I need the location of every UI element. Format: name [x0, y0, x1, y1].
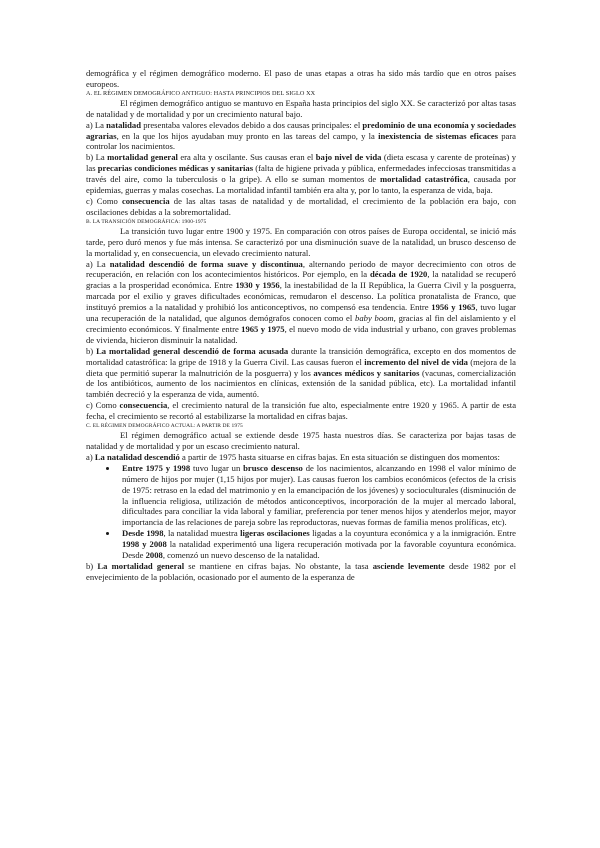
section-a-point-a: a) La natalidad presentaba valores elevados debido a dos causas principales: el predominio de una economía y sociedades agrarias, en la que los hijos ayudaban muy pronto en las tareas del campo, y la inexistencia de sistemas eficaces para controlar los nacimientos. [86, 119, 516, 152]
section-a-point-c: c) Como consecuencia de las altas tasas de natalidad y de mortalidad, el crecimiento de la población era bajo, con oscilaciones debidas a la sobremortalidad. [86, 195, 517, 217]
document-page [86, 68, 516, 583]
section-b-point-b: b) La mortalidad general descendió de forma acusada durante la transición demográfica, excepto en dos momentos de mortalidad catastrófica: la gripe de 1918 y la Guerra Civil. Las causas fueron el incremento del nivel de vida (mejora de la dieta que permitió superar la malnutrición de la posguerra) y los avances médicos y sanitarios (vacunas, comercialización de los antibióticos, aumento de los nacimientos en clínicas, extensión de la sanidad pública, etc). La mortalidad infantil también decreció y la esperanza de vida, aumentó. [86, 345, 516, 400]
section-c-point-b: b) La mortalidad general se mantiene en cifras bajas. No obstante, la tasa asciende levemente desde 1982 por el envejecimiento de la población, ocasionado por el aumento de la esperanza de [86, 560, 516, 582]
section-c-heading: C. EL RÉGIMEN DEMOGRÁFICO ACTUAL: A PARTIR DE 1975 [86, 423, 243, 430]
section-c-point-a: a) La natalidad descendió a partir de 1975 hasta situarse en cifras bajas. En esta situación se distinguen dos momentos: [86, 451, 500, 462]
section-b-point-c: c) Como consecuencia, el crecimiento natural de la transición fue alto, especialmente entre 1920 y 1965. A partir de esta fecha, el crecimiento se recortó al estabilizarse la mortalidad en cifras bajas. [86, 400, 517, 422]
intro-paragraph: demográfica y el régimen demográfico moderno. El paso de unas etapas a otras ha sido más tardío que en otros países europeos. [86, 68, 516, 89]
section-a-point-b: b) La mortalidad general era alta y oscilante. Sus causas eran el bajo nivel de vida (dieta escasa y carente de proteínas) y las precarias condiciones médicas y sanitarias (falta de higiene privada y pública, enfermedades infecciosas transmitidas a través del aire, como la tuberculosis o la gripe). A ello se suman momentos de mortalidad catastrófica, causada por epidemias, guerras y malas cosechas. La mortalidad infantil también era alta y, por lo tanto, la esperanza de vida, baja. [86, 152, 517, 196]
section-b-point-a: a) La natalidad descendió de forma suave y discontinua, alternando periodo de mayor decrecimiento con otros de recuperación, en relación con los acontecimientos históricos. Por ejemplo, en la década de 1920, la natalidad se recuperó gracias a la prosperidad económica. Entre 1930 y 1956, la inestabilidad de la II República, la Guerra Civil y la posguerra, marcada por el exilio y graves dificultades económicas, remudaron el descenso. La política pronatalista de Franco, que instituyó premios a la natalidad y prohibió los anticonceptivos, no compensó esa tendencia. Entre 1956 y 1965, tuvo lugar una recuperación de la natalidad, que algunos demógrafos conocen como el baby boom, gracias al fin del aislamiento y el crecimiento económicos. Y finalmente entre 1965 y 1975, el nuevo modo de vida industrial y urbano, con graves problemas de vivienda, hicieron disminuir la natalidad. [86, 258, 517, 345]
section-c-intro: El régimen demográfico actual se extiende desde 1975 hasta nuestros días. Se caracteriza por bajas tasas de natalidad y de mortalidad y por un escaso crecimiento natural. [86, 430, 516, 451]
list-item: • Desde 1998, la natalidad muestra ligeras oscilaciones ligadas a la coyuntura económica y a la inmigración. Entre 1998 y 2008 la natalidad experimentó una ligera recuperación motivada por la favorable coyuntura económica. Desde 2008, comenzó un nuevo descenso de la natalidad. [118, 528, 516, 561]
section-c-bullet-list [86, 463, 516, 561]
list-item: • Entre 1975 y 1998 tuvo lugar un brusco descenso de los nacimientos, alcanzando en 1998 el valor mínimo de número de hijos por mujer (1,15 hijos por mujer). Las causas fueron los cambios económicos (efectos de la crisis de 1975: retraso en la edad del matrimonio y en la emancipación de los jóvenes) y socioculturales (disminución de la influencia religiosa, utilización de métodos anticonceptivos, incorporación de la mujer al mercado laboral, dificultades para conciliar la vida laboral y familiar, preferencia por tener menos hijos y atenderlos mejor, mayor importancia de las relaciones de pareja sobre las reproductoras, nuevas formas de familia menos prolíficas, etc). [118, 463, 516, 528]
section-b-heading: B. LA TRANSICIÓN DEMOGRÁFICA: 1900-1975 [86, 218, 207, 225]
section-a-intro: El régimen demográfico antiguo se mantuvo en España hasta principios del siglo XX. Se caracterizó por altas tasas de natalidad y de mortalidad y por un crecimiento natural bajo. [86, 97, 516, 119]
section-b-intro: La transición tuvo lugar entre 1900 y 1975. En comparación con otros países de Europa occidental, se inició más tarde, pero duró menos y fue más intensa. Se caracterizó por una disminución suave de la natalidad, un brusco descenso de la mortalidad y, en consecuencia, un elevado crecimiento natural. [86, 225, 516, 258]
section-a-heading: A. EL RÉGIMEN DEMOGRÁFICO ANTIGUO: HASTA PRINCIPIOS DEL SIGLO XX [86, 89, 316, 97]
